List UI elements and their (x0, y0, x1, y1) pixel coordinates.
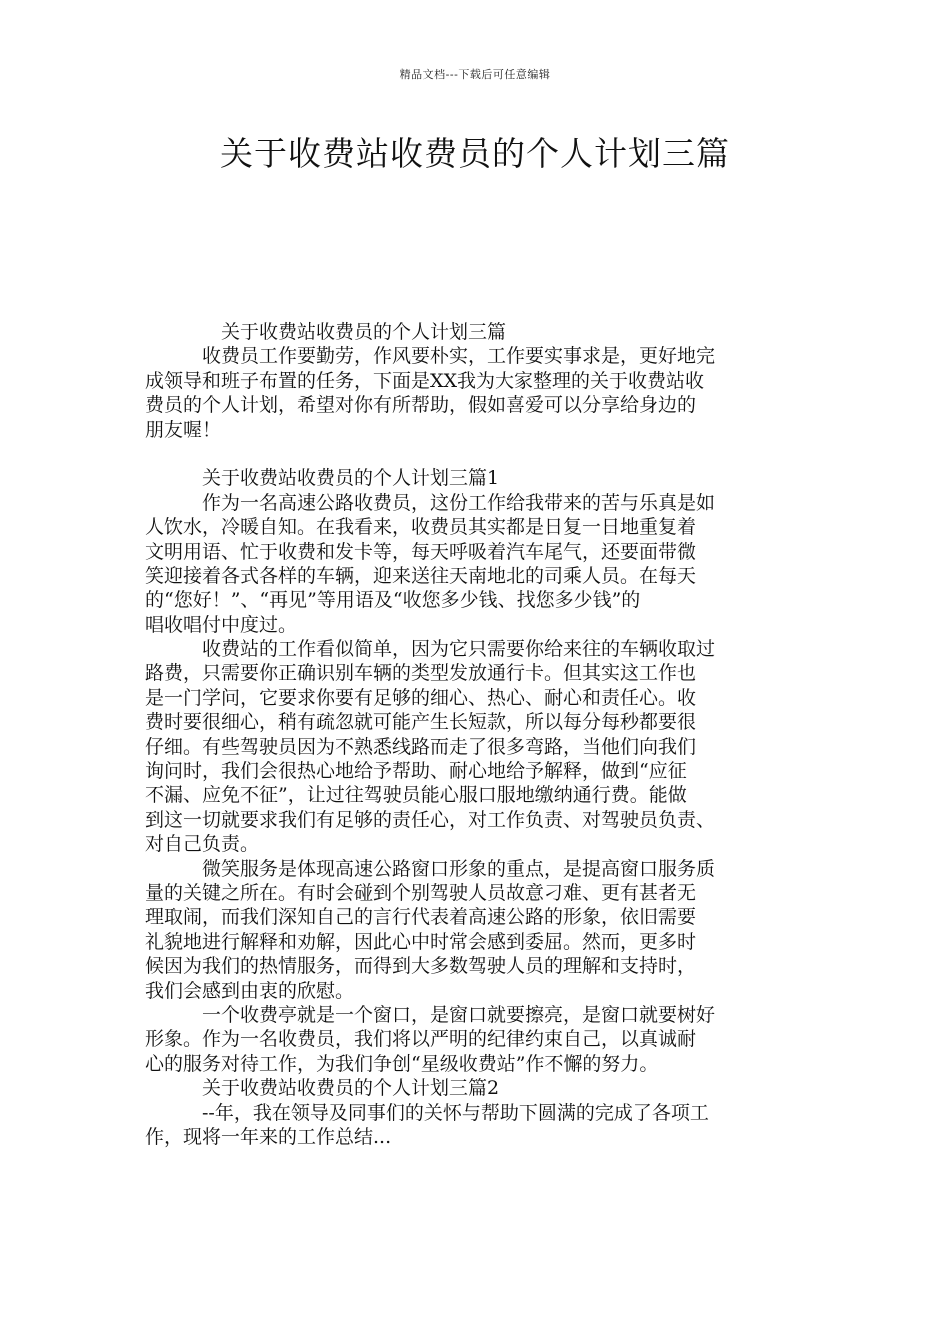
text-line: 成领导和班子布置的任务，下面是XX我为大家整理的关于收费站收 (145, 369, 705, 392)
text-line: 礼貌地进行解释和劝解，因此心中时常会感到委屈。然而，更多时 (145, 930, 697, 953)
text-line: 关于收费站收费员的个人计划三篇1 (202, 467, 500, 490)
text-line: 收费站的工作看似简单，因为它只需要你给来往的车辆收取过 (202, 638, 716, 661)
text-line: 费时要很细心，稍有疏忽就可能产生长短款，所以每分每秒都要很 (145, 711, 697, 734)
text-line: 收费员工作要勤劳，作风要朴实，工作要实事求是，更好地完 (202, 345, 716, 368)
text-line: 作，现将一年来的工作总结... (145, 1125, 392, 1148)
text-line: 到这一切就要求我们有足够的责任心，对工作负责、对驾驶员负责、 (145, 808, 716, 831)
text-line: 笑迎接着各式各样的车辆，迎来送往天南地北的司乘人员。在每天 (145, 564, 697, 587)
text-line: 理取闹，而我们深知自己的言行代表着高速公路的形象，依旧需要 (145, 906, 697, 929)
text-line: 费员的个人计划，希望对你有所帮助，假如喜爱可以分享给身边的 (145, 394, 697, 417)
text-line: 询问时，我们会很热心地给予帮助、耐心地给予解释，做到“应征 (145, 760, 687, 783)
text-line: 心的服务对待工作，为我们争创“星级收费站”作不懈的努力。 (145, 1052, 659, 1075)
header-note: 精品文档---下载后可任意编辑 (399, 68, 551, 81)
text-line: 关于收费站收费员的个人计划三篇 (221, 321, 507, 343)
text-line: 一个收费亭就是一个窗口，是窗口就要擦亮，是窗口就要树好 (202, 1003, 716, 1026)
text-line: 对自己负责。 (145, 833, 260, 856)
text-line: 唱收唱付中度过。 (145, 613, 298, 636)
document-body (145, 320, 825, 1149)
text-line: 朋友喔！ (145, 418, 222, 441)
text-line: 量的关键之所在。有时会碰到个别驾驶人员故意刁难、更有甚者无 (145, 881, 697, 904)
text-line: 是一门学问，它要求你要有足够的细心、热心、耐心和责任心。收 (145, 686, 697, 709)
text-line: 人饮水，冷暖自知。在我看来，收费员其实都是日复一日地重复着 (145, 516, 697, 539)
text-line: 的“您好！”、“再见”等用语及“收您多少钱、找您多少钱”的 (145, 589, 641, 612)
text-line: 微笑服务是体现高速公路窗口形象的重点，是提高窗口服务质 (202, 857, 716, 880)
text-line: 文明用语、忙于收费和发卡等，每天呼吸着汽车尾气，还要面带微 (145, 540, 697, 563)
document-title: 关于收费站收费员的个人计划三篇 (220, 134, 730, 173)
text-line: 我们会感到由衷的欣慰。 (145, 979, 355, 1002)
text-line: 关于收费站收费员的个人计划三篇2 (202, 1077, 500, 1100)
text-line: 路费，只需要你正确识别车辆的类型发放通行卡。但其实这工作也 (145, 662, 697, 685)
text-line: 作为一名高速公路收费员，这份工作给我带来的苦与乐真是如 (202, 491, 716, 514)
text-line: 仔细。有些驾驶员因为不熟悉线路而走了很多弯路，当他们向我们 (145, 735, 697, 758)
text-line: 不漏、应免不征”，让过往驾驶员能心服口服地缴纳通行费。能做 (145, 784, 687, 807)
text-line: 候因为我们的热情服务，而得到大多数驾驶人员的理解和支持时， (145, 955, 697, 978)
text-line: 形象。作为一名收费员，我们将以严明的纪律约束自己，以真诚耐 (145, 1028, 697, 1051)
blank-line (145, 442, 825, 466)
text-line: --年，我在领导及同事们的关怀与帮助下圆满的完成了各项工 (202, 1101, 709, 1124)
